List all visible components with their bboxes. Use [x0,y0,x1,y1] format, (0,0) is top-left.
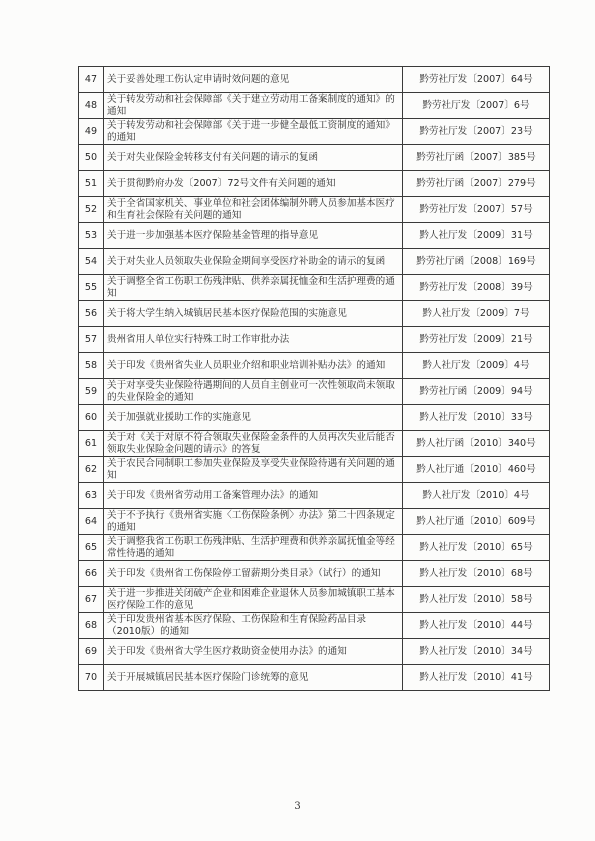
table-row [79,171,550,197]
regulation-table-body [79,67,550,691]
table-row [79,613,550,639]
document-code: 黔劳社厅函〔2007〕279号 [403,171,550,197]
table-row [79,67,550,93]
row-number: 55 [79,275,104,301]
row-number: 53 [79,223,104,249]
document-title: 关于加强就业援助工作的实施意见 [104,405,403,431]
row-number: 67 [79,587,104,613]
table-row [79,93,550,119]
document-code: 黔劳社厅发〔2007〕23号 [403,119,550,145]
regulation-table [78,66,550,691]
table-row [79,535,550,561]
document-title: 关于印发《贵州省劳动用工备案管理办法》的通知 [104,483,403,509]
document-code: 黔劳社厅发〔2007〕64号 [403,67,550,93]
table-row [79,665,550,691]
document-title: 关于进一步加强基本医疗保险基金管理的指导意见 [104,223,403,249]
document-title: 关于进一步推进关闭破产企业和困难企业退休人员参加城镇职工基本医疗保险工作的意见 [104,587,403,613]
document-title: 关于对《关于对原不符合领取失业保险金条件的人员再次失业后能否领取失业保险金问题的请示》的答复 [104,431,403,457]
table-row [79,197,550,223]
document-code: 黔人社厅发〔2009〕4号 [403,353,550,379]
table-row [79,509,550,535]
document-title: 关于调整我省工伤职工伤残津贴、生活护理费和供养亲属抚恤金等经常性待遇的通知 [104,535,403,561]
table-row [79,275,550,301]
row-number: 59 [79,379,104,405]
document-title: 关于对失业人员领取失业保险金期间享受医疗补助金的请示的复函 [104,249,403,275]
row-number: 61 [79,431,104,457]
document-code: 黔人社厅通〔2010〕460号 [403,457,550,483]
document-title: 贵州省用人单位实行特殊工时工作审批办法 [104,327,403,353]
document-code: 黔人社厅发〔2010〕33号 [403,405,550,431]
table-row [79,223,550,249]
document-code: 黔人社厅发〔2010〕44号 [403,613,550,639]
document-code: 黔人社厅通〔2010〕609号 [403,509,550,535]
document-code: 黔人社厅发〔2010〕58号 [403,587,550,613]
row-number: 60 [79,405,104,431]
document-code: 黔劳社厅函〔2007〕385号 [403,145,550,171]
document-title: 关于贯彻黔府办发〔2007〕72号文件有关问题的通知 [104,171,403,197]
row-number: 48 [79,93,104,119]
document-code: 黔人社厅发〔2009〕7号 [403,301,550,327]
row-number: 58 [79,353,104,379]
table-row [79,145,550,171]
document-title: 关于不予执行《贵州省实施〈工伤保险条例〉办法》第二十四条规定的通知 [104,509,403,535]
document-title: 关于印发《贵州省工伤保险停工留薪期分类目录》（试行）的通知 [104,561,403,587]
document-title: 关于农民合同制职工参加失业保险及享受失业保险待遇有关问题的通知 [104,457,403,483]
row-number: 50 [79,145,104,171]
row-number: 49 [79,119,104,145]
document-code: 黔人社厅发〔2010〕4号 [403,483,550,509]
document-code: 黔劳社厅发〔2009〕21号 [403,327,550,353]
table-row [79,249,550,275]
document-title: 关于对享受失业保险待遇期间的人员自主创业可一次性领取尚未领取的失业保险金的通知 [104,379,403,405]
document-title: 关于将大学生纳入城镇居民基本医疗保险范围的实施意见 [104,301,403,327]
document-title: 关于调整全省工伤职工伤残津贴、供养亲属抚恤金和生活护理费的通知 [104,275,403,301]
document-title: 关于全省国家机关、事业单位和社会团体编制外聘人员参加基本医疗和生育社会保险有关问题的通知 [104,197,403,223]
document-title: 关于开展城镇居民基本医疗保险门诊统筹的意见 [104,665,403,691]
row-number: 47 [79,67,104,93]
document-code: 黔人社厅函〔2010〕340号 [403,431,550,457]
document-code: 黔劳社厅函〔2009〕94号 [403,379,550,405]
row-number: 69 [79,639,104,665]
table-row [79,457,550,483]
table-row [79,561,550,587]
document-code: 黔劳社厅发〔2008〕39号 [403,275,550,301]
document-title: 关于印发《贵州省失业人员职业介绍和职业培训补贴办法》的通知 [104,353,403,379]
row-number: 70 [79,665,104,691]
table-row [79,301,550,327]
row-number: 52 [79,197,104,223]
document-title: 关于对失业保险金转移支付有关问题的请示的复函 [104,145,403,171]
row-number: 65 [79,535,104,561]
table-row [79,379,550,405]
table-row [79,119,550,145]
table-row [79,639,550,665]
row-number: 51 [79,171,104,197]
document-code: 黔劳社厅发〔2007〕6号 [403,93,550,119]
row-number: 54 [79,249,104,275]
document-code: 黔人社厅发〔2010〕68号 [403,561,550,587]
document-code: 黔人社厅发〔2010〕41号 [403,665,550,691]
document-title: 关于转发劳动和社会保障部《关于进一步健全最低工资制度的通知》的通知 [104,119,403,145]
table-row [79,587,550,613]
document-code: 黔人社厅发〔2009〕31号 [403,223,550,249]
row-number: 62 [79,457,104,483]
page-number: 3 [294,801,301,812]
row-number: 56 [79,301,104,327]
row-number: 68 [79,613,104,639]
row-number: 57 [79,327,104,353]
table-row [79,327,550,353]
document-title: 关于妥善处理工伤认定申请时效问题的意见 [104,67,403,93]
table-row [79,353,550,379]
document-title: 关于印发《贵州省大学生医疗救助资金使用办法》的通知 [104,639,403,665]
table-row [79,431,550,457]
document-code: 黔劳社厅发〔2007〕57号 [403,197,550,223]
document-code: 黔劳社厅函〔2008〕169号 [403,249,550,275]
document-code: 黔人社厅发〔2010〕65号 [403,535,550,561]
row-number: 66 [79,561,104,587]
table-row [79,405,550,431]
document-code: 黔人社厅发〔2010〕34号 [403,639,550,665]
table-row [79,483,550,509]
row-number: 63 [79,483,104,509]
document-title: 关于印发贵州省基本医疗保险、工伤保险和生育保险药品目录（2010版）的通知 [104,613,403,639]
document-title: 关于转发劳动和社会保障部《关于建立劳动用工备案制度的通知》的通知 [104,93,403,119]
row-number: 64 [79,509,104,535]
